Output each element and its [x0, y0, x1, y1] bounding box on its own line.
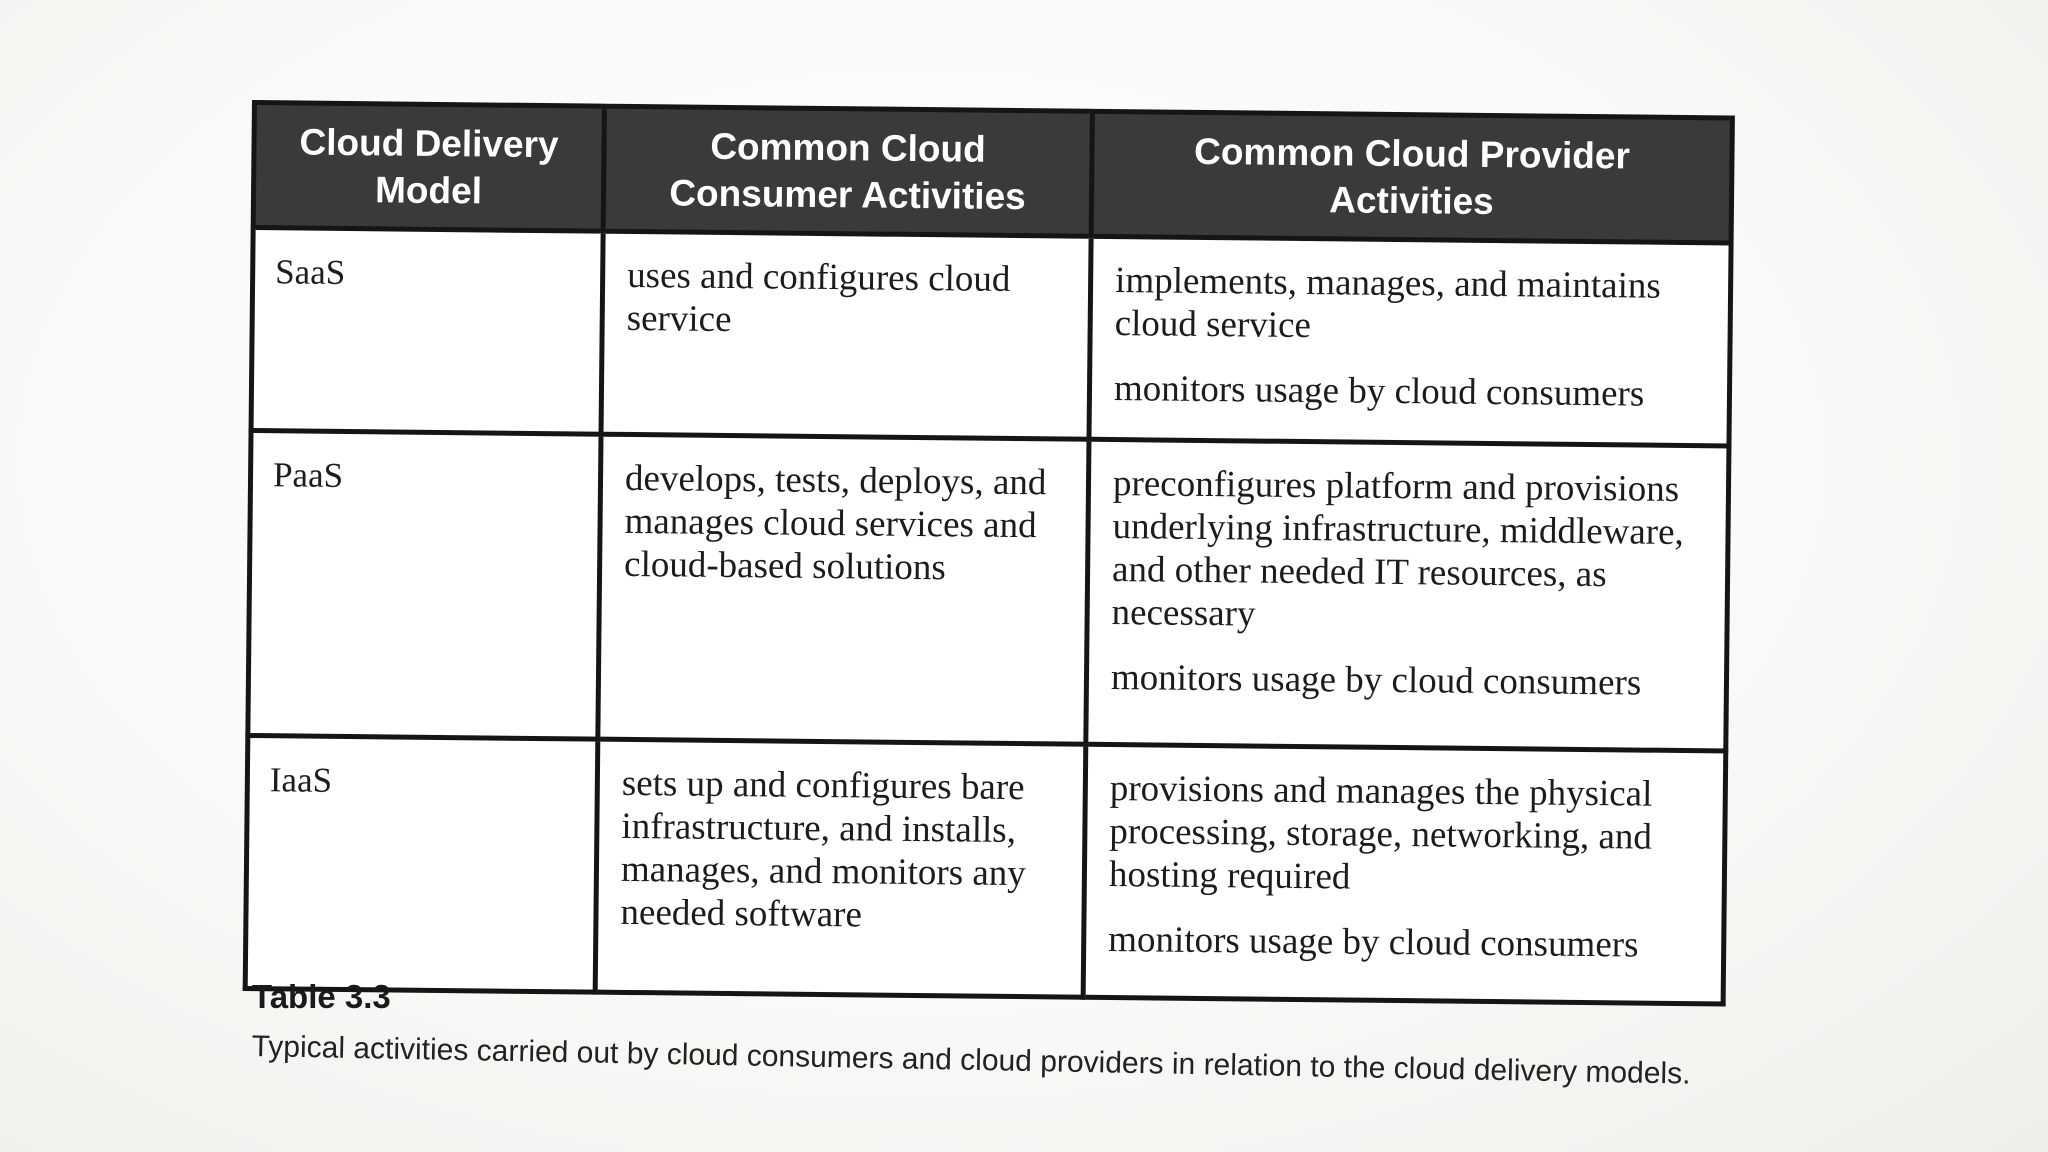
activities-table — [243, 100, 1735, 1006]
header-delivery-model — [253, 103, 604, 232]
provider-activity: implements, manages, and maintains cloud service — [1114, 260, 1661, 347]
header-delivery-model-line2: Model — [374, 169, 483, 212]
cell-consumer-activities: develops, tests, deploys, and manages cloud services and cloud-based solutions — [598, 434, 1089, 744]
header-consumer-activities — [603, 106, 1092, 236]
activities-table-container — [243, 100, 1730, 1006]
header-delivery-model-line1: Cloud Delivery — [299, 121, 559, 166]
provider-activity: monitors usage by cloud consumers — [1108, 919, 1639, 966]
cell-model: PaaS — [248, 431, 601, 740]
provider-activity: provisions and manages the physical processing, storage, networking, and hosting required — [1108, 768, 1653, 898]
table-header-row — [253, 103, 1732, 243]
cell-model: SaaS — [251, 228, 603, 435]
header-provider-activities-line1: Common Cloud Provider — [1193, 130, 1631, 177]
provider-activity: preconfigures platform and provisions underlying infrastructure, middleware, and other needed IT resources, as necessary — [1111, 463, 1685, 635]
provider-activity: monitors usage by cloud consumers — [1110, 657, 1642, 704]
provider-activity: monitors usage by cloud consumers — [1113, 368, 1645, 415]
cell-consumer-activities: sets up and configures bare infrastructure, and installs, manages, and monitors any needed software — [595, 739, 1086, 997]
table-caption-text: Typical activities carried out by cloud consumers and cloud providers in relation to the cloud delivery models. — [251, 1030, 1691, 1091]
cell-model: IaaS — [245, 735, 598, 992]
header-consumer-activities-line2: Consumer Activities — [669, 172, 1026, 218]
cell-provider-activities — [1083, 744, 1726, 1004]
header-provider-activities — [1091, 111, 1732, 243]
table-row — [245, 735, 1726, 1003]
header-provider-activities-line2: Activities — [1329, 179, 1494, 223]
table-row — [248, 431, 1729, 751]
cell-provider-activities — [1086, 439, 1729, 751]
cell-provider-activities — [1089, 236, 1731, 446]
header-consumer-activities-line1: Common Cloud — [710, 125, 986, 170]
table-row — [251, 228, 1731, 446]
cell-consumer-activities: uses and configures cloud service — [601, 231, 1091, 439]
table-caption-title: Table 3.3 — [252, 978, 391, 1015]
